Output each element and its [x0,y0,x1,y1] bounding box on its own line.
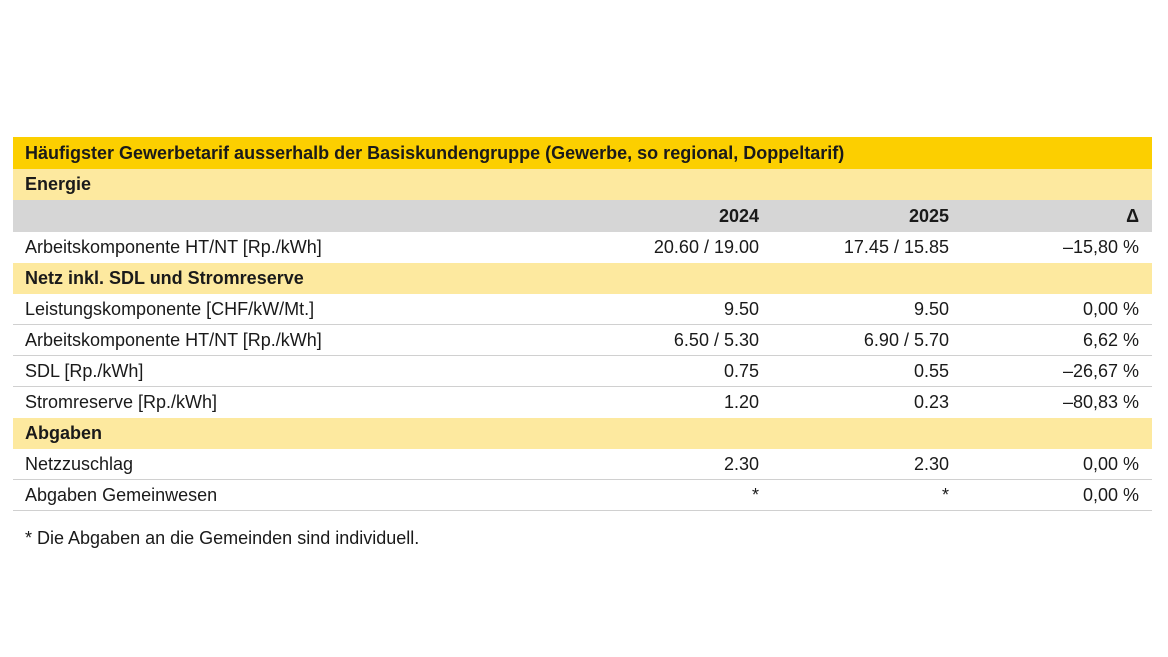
table-row [13,294,1152,325]
row-value-delta: 6,62 % [1082,329,1139,350]
section-heading-label: Energie [25,174,92,194]
row-value-2024: 20.60 / 19.00 [653,237,759,257]
row-label: Arbeitskomponente HT/NT [Rp./kWh] [25,329,322,350]
row-label: SDL [Rp./kWh] [25,360,144,381]
section-heading-abgaben [13,418,1152,449]
column-header-row [13,200,1152,232]
row-value-2024: 1.20 [723,392,759,412]
row-value-2024: 2.30 [723,453,759,474]
table-row [13,325,1152,356]
row-value-2025: 9.50 [913,298,949,319]
row-value-2024: 0.75 [723,360,759,381]
tariff-table [13,137,1152,511]
row-value-delta: 0,00 % [1082,453,1139,474]
section-heading-label: Abgaben [25,423,103,443]
row-value-2025: 17.45 / 15.85 [843,237,949,257]
section-heading-netz [13,263,1152,294]
row-value-delta: –80,83 % [1062,392,1139,412]
row-label: Arbeitskomponente HT/NT [Rp./kWh] [25,237,322,257]
column-header-delta: Δ [1126,205,1139,226]
table-row [13,480,1152,511]
row-label: Netzzuschlag [25,453,134,474]
table-row [13,387,1152,418]
row-value-2025: 2.30 [913,453,949,474]
row-value-delta: –15,80 % [1062,237,1139,257]
row-value-2024: 9.50 [723,298,759,319]
row-value-2024: 6.50 / 5.30 [673,329,759,350]
row-value-2025: 0.55 [913,360,949,381]
row-label: Leistungskomponente [CHF/kW/Mt.] [25,298,315,319]
column-header-2024: 2024 [718,205,759,226]
row-label: Stromreserve [Rp./kWh] [25,392,218,412]
row-value-delta: –26,67 % [1062,360,1139,381]
row-value-delta: 0,00 % [1082,298,1139,319]
table-row [13,356,1152,387]
column-header-2025: 2025 [908,205,949,226]
section-heading-energie [13,169,1152,200]
table-row [13,232,1152,263]
table-title [13,137,1152,169]
section-heading-label: Netz inkl. SDL und Stromreserve [25,268,304,288]
row-value-2025: 6.90 / 5.70 [863,329,949,350]
row-label: Abgaben Gemeinwesen [25,484,218,505]
row-value-2025: 0.23 [913,392,949,412]
table-title-text: Häufigster Gewerbetarif ausserhalb der Basiskundengruppe (Gewerbe, so regional, Doppeltarif) [25,142,845,163]
footnote: * Die Abgaben an die Gemeinden sind individuell. [25,528,420,548]
row-value-2024: * [751,484,759,505]
table-row [13,449,1152,480]
row-value-delta: 0,00 % [1082,484,1139,505]
row-value-2025: * [941,484,949,505]
